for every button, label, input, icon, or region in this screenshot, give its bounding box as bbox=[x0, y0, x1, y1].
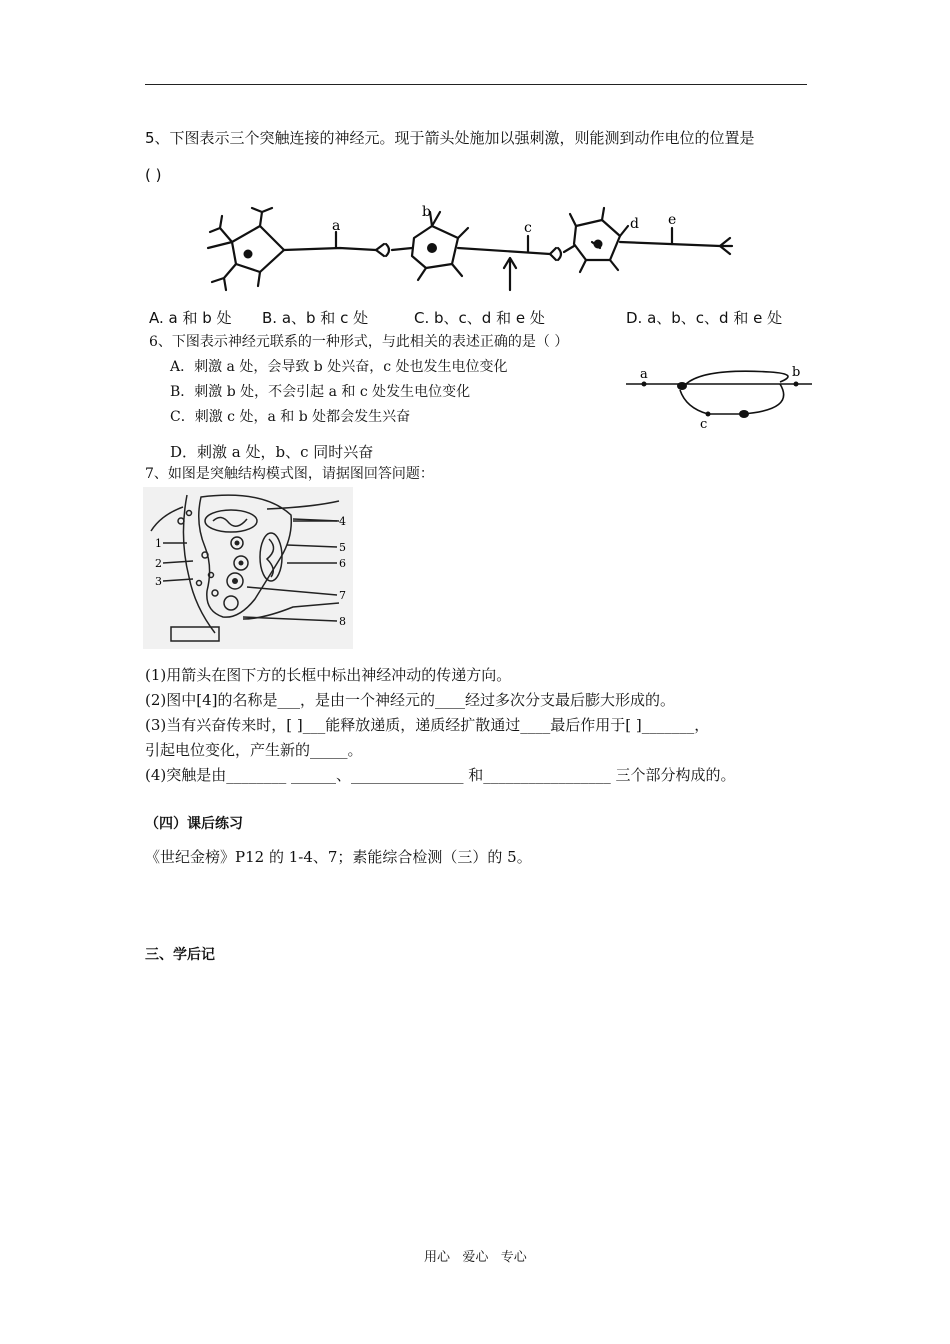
q5-stem: 5、下图表示三个突触连接的神经元。现于箭头处施加以强刺激，则能测到动作电位的位置是 bbox=[145, 129, 755, 147]
q5-label-c: c bbox=[524, 220, 532, 236]
q6-label-a: a bbox=[640, 367, 648, 382]
q6-option-d: D．刺激 a 处，b、c 同时兴奋 bbox=[170, 443, 374, 461]
q6-neuron-circuit-diagram bbox=[620, 362, 820, 432]
section-4-heading: （四）课后练习 bbox=[145, 816, 243, 832]
q6-option-c: C．刺激 c 处，a 和 b 处都会发生兴奋 bbox=[170, 409, 411, 425]
q7-question-4: (4)突触是由________ ______、_______________ 和_________________ 三个部分构成的。 bbox=[145, 766, 736, 784]
q7-synapse-diagram bbox=[143, 487, 353, 649]
synapse-label-1: 1 bbox=[155, 537, 162, 550]
q7-question-3: (3)当有兴奋传来时，[ ]___能释放递质，递质经扩散通过____最后作用于[ ]_______， bbox=[145, 716, 710, 734]
synapse-label-2: 2 bbox=[155, 557, 162, 570]
q7-question-2: (2)图中[4]的名称是___，是由一个神经元的____经过多次分支最后膨大形成的。 bbox=[145, 691, 675, 709]
q7-question-1: (1)用箭头在图下方的长框中标出神经冲动的传递方向。 bbox=[145, 666, 512, 684]
q6-option-b: B．刺激 b 处，不会引起 a 和 c 处发生电位变化 bbox=[170, 384, 471, 400]
q5-option-b: B. a、b 和 c 处 bbox=[262, 309, 369, 327]
section-4-text: 《世纪金榜》P12 的 1-4、7；素能综合检测（三）的 5。 bbox=[145, 848, 532, 866]
synapse-label-5: 5 bbox=[339, 541, 346, 554]
q7-stem: 7、如图是突触结构模式图，请据图回答问题： bbox=[145, 466, 434, 482]
synapse-label-6: 6 bbox=[339, 557, 346, 570]
q6-stem: 6、下图表示神经元联系的一种形式，与此相关的表述正确的是（ ） bbox=[149, 334, 569, 350]
q5-label-d: d bbox=[630, 216, 639, 232]
q6-option-a: A．刺激 a 处，会导致 b 处兴奋，c 处也发生电位变化 bbox=[170, 359, 508, 375]
page-footer: 用心 爱心 专心 bbox=[424, 1250, 527, 1265]
q5-label-b: b bbox=[422, 204, 431, 220]
q6-label-c: c bbox=[700, 417, 708, 432]
synapse-label-7: 7 bbox=[339, 589, 346, 602]
q5-neuron-diagram bbox=[200, 198, 750, 298]
header-rule bbox=[145, 84, 807, 85]
q5-option-c: C. b、c、d 和 e 处 bbox=[414, 309, 545, 327]
synapse-label-8: 8 bbox=[339, 615, 346, 628]
synapse-label-3: 3 bbox=[155, 575, 162, 588]
q5-label-a: a bbox=[332, 218, 341, 234]
q5-answer-paren: ( ) bbox=[145, 166, 162, 184]
q6-label-b: b bbox=[792, 365, 801, 380]
synapse-label-4: 4 bbox=[339, 515, 346, 528]
q5-option-d: D. a、b、c、d 和 e 处 bbox=[626, 309, 783, 327]
section-3-heading: 三、学后记 bbox=[145, 947, 215, 963]
q7-question-3-cont: 引起电位变化，产生新的_____。 bbox=[145, 741, 363, 759]
q5-label-e: e bbox=[668, 212, 677, 228]
q5-option-a: A. a 和 b 处 bbox=[149, 309, 232, 327]
